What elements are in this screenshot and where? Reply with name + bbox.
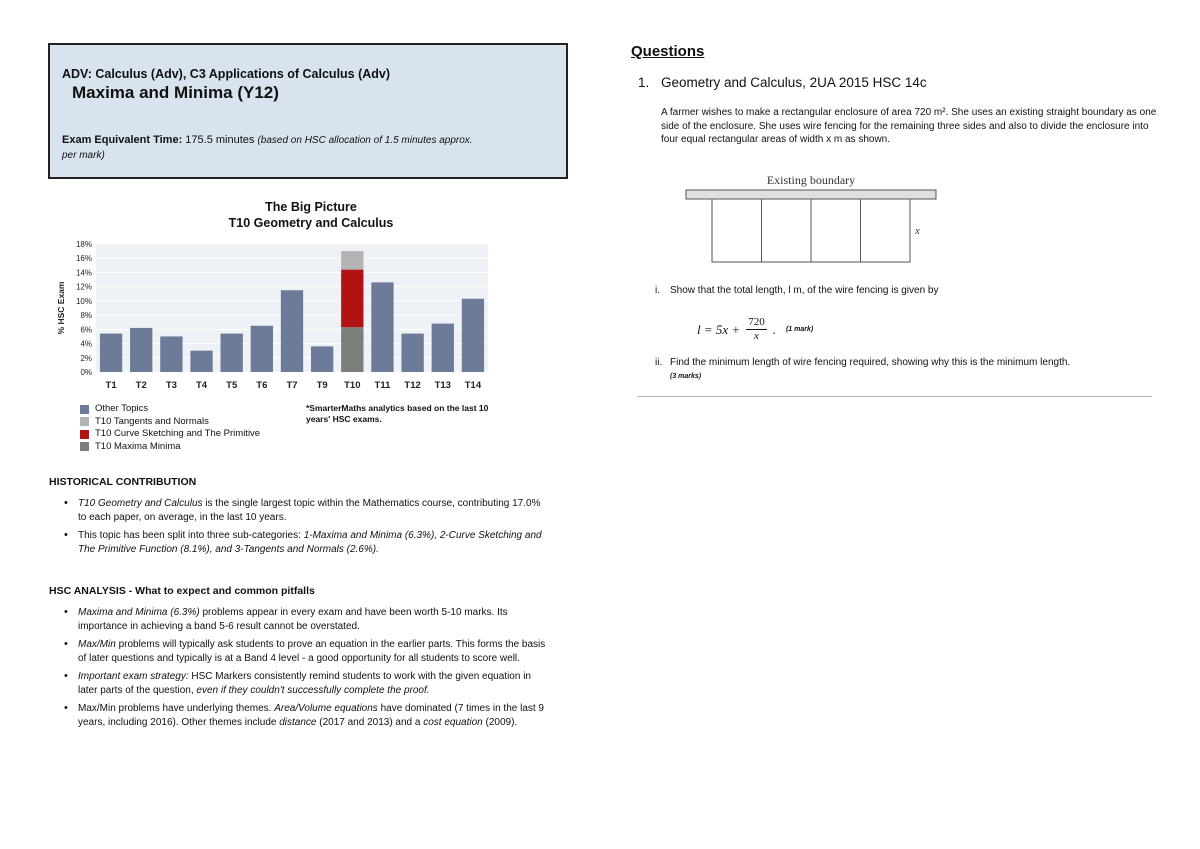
y-tick-label: 10%: [75, 296, 92, 306]
exam-time-value: 175.5 minutes: [182, 134, 258, 146]
x-tick-label: T11: [374, 380, 391, 391]
analysis-b3-em2: even if they couldn't successfully complete the proof.: [196, 684, 430, 696]
x-tick-label: T6: [256, 380, 268, 391]
analysis-b4-em3: cost equation: [423, 716, 483, 728]
analysis-b2-text: problems will typically ask students to prove an equation in the earlier parts. This forms the basis of later questions and typically is at a Band 4 level - a good opportunity for all students to score well.: [78, 639, 546, 664]
x-tick-label: T4: [195, 380, 208, 391]
legend-item: [80, 416, 260, 429]
analysis-b1-text: problems appear in every exam and have been worth 5-10 marks. Its importance in achieving a band 5-6 result cannot be overstated.: [78, 607, 508, 632]
analysis-b4-text2: have dominated (7 times in the last 9 years, including 2016). Other themes include: [78, 703, 544, 728]
bar-T4-other-topics: [190, 351, 212, 372]
questions-heading: Questions: [631, 43, 705, 60]
exam-time-note: (based on HSC allocation of 1.5 minutes approx. per mark): [62, 135, 473, 161]
analysis-bullet-2: [78, 638, 548, 665]
legend-label: T10 Tangents and Normals: [95, 415, 209, 427]
legend-item: [80, 441, 260, 454]
x-tick-label: T1: [105, 380, 117, 391]
formula-numerator: 720: [748, 316, 765, 328]
chart-subtitle: T10 Geometry and Calculus: [228, 216, 394, 230]
fence-length-formula: [697, 316, 813, 343]
legend-swatch: [80, 442, 89, 451]
bar-chart: [52, 236, 492, 396]
legend-swatch: [80, 417, 89, 426]
y-tick-label: 14%: [75, 268, 92, 278]
subquestion-1-number: i.: [655, 285, 660, 296]
analysis-b4-em1: Area/Volume equations: [274, 703, 378, 714]
analysis-b3-text: HSC Markers consistently remind students to work with the given equation in later parts of the question,: [78, 671, 531, 696]
question-divider: [637, 396, 1152, 397]
bar-T12-other-topics: [401, 334, 423, 372]
bar-T13-other-topics: [432, 324, 454, 372]
x-tick-label: T2: [135, 380, 147, 391]
analysis-b2-em: Max/Min: [78, 639, 116, 650]
historical-b2-text: This topic has been split into three sub-categories:: [78, 530, 304, 541]
legend-item: [80, 428, 260, 441]
y-tick-label: 16%: [75, 254, 92, 264]
legend-label: T10 Maxima Minima: [95, 440, 181, 452]
analysis-b1-em: Maxima and Minima (6.3%): [78, 607, 200, 618]
legend-label: Other Topics: [95, 403, 149, 414]
x-tick-label: T10: [344, 380, 361, 391]
x-tick-label: T9: [316, 380, 328, 391]
bar-T5-other-topics: [221, 334, 243, 372]
subquestion-2-number: ii.: [655, 357, 663, 368]
analysis-b4-em2: distance: [279, 716, 317, 728]
x-tick-label: T12: [404, 380, 421, 391]
legend-label: T10 Curve Sketching and The Primitive: [95, 428, 261, 439]
y-tick-label: 4%: [80, 339, 92, 349]
analysis-bullet-1: [78, 606, 548, 633]
historical-b2-em: 1-Maxima and Minima (6.3%), 2-Curve Sketching and The Primitive Function (8.1%), and 3-Tangents and Normals (2.6%).: [78, 530, 542, 555]
x-tick-label: T7: [286, 380, 298, 391]
formula-fraction: [746, 316, 767, 343]
analysis-b4-text1: Max/Min problems have underlying themes.: [78, 703, 275, 714]
x-tick-label: T14: [464, 380, 482, 391]
question-title: Geometry and Calculus, 2UA 2015 HSC 14c: [661, 75, 927, 90]
bar-T9-other-topics: [311, 346, 333, 372]
legend-item: [80, 403, 260, 416]
bar-T11-other-topics: [371, 282, 393, 372]
fence-diagram: [684, 170, 944, 270]
chart-title: The Big Picture: [265, 200, 357, 214]
chart-legend: [80, 403, 260, 453]
y-tick-label: 0%: [80, 368, 92, 377]
analysis-section: [50, 606, 548, 734]
subquestion-1-text: Show that the total length, l m, of the wire fencing is given by: [670, 285, 939, 296]
bar-T2-other-topics: [130, 328, 152, 372]
subquestion-2-marks: (3 marks): [670, 373, 702, 380]
exam-time: [62, 133, 482, 163]
boundary-label: Existing boundary: [766, 173, 856, 187]
analysis-bullet-4: [78, 702, 548, 729]
exam-time-label: Exam Equivalent Time:: [62, 134, 183, 146]
x-tick-label: T3: [165, 380, 177, 391]
bar-T14-other-topics: [462, 299, 484, 372]
analysis-heading: HSC ANALYSIS - What to expect and common pitfalls: [49, 585, 315, 597]
bar-T7-other-topics: [281, 290, 303, 372]
historical-b1-em: T10 Geometry and Calculus: [78, 498, 203, 509]
y-tick-label: 8%: [80, 311, 92, 321]
existing-boundary: [686, 190, 936, 199]
historical-heading: HISTORICAL CONTRIBUTION: [49, 476, 197, 488]
formula-tail: .: [772, 321, 776, 337]
bar-T10-t10-tangents-and-normals: [341, 251, 363, 269]
formula-denominator: x: [753, 330, 759, 342]
question-text: A farmer wishes to make a rectangular enclosure of area 720 m². She uses an existing straight boundary as one side of the enclosure. She uses wire fencing for the remaining three sides and also to divide the enclosure into four equal rectangular areas of width x m as shown.: [661, 107, 1157, 145]
y-tick-label: 2%: [80, 353, 92, 363]
legend-swatch: [80, 405, 89, 414]
y-axis-title: % HSC Exam: [56, 281, 66, 335]
analysis-b3-em: Important exam strategy:: [78, 671, 189, 682]
analysis-bullet-3: [78, 670, 548, 697]
subquestion-2-text: Find the minimum length of wire fencing required, showing why this is the minimum length.: [670, 357, 1071, 368]
analysis-b4-text4: (2009).: [482, 716, 518, 728]
bar-T10-t10-curve-sketching-and-the-primitive: [341, 270, 363, 328]
question-number: 1.: [638, 75, 650, 90]
x-tick-label: T5: [226, 380, 238, 391]
y-tick-label: 12%: [75, 282, 92, 292]
course-line: ADV: Calculus (Adv), C3 Applications of Calculus (Adv): [62, 67, 391, 81]
historical-bullet-2: [78, 529, 548, 556]
historical-b1-text: is the single largest topic within the Mathematics course, contributing 17.0% to each paper, on average, in the last 10 years.: [78, 498, 541, 523]
formula-lhs: l = 5x +: [697, 321, 741, 337]
bar-T10-t10-maxima-minima: [341, 327, 363, 372]
topic-title: Maxima and Minima (Y12): [72, 83, 279, 102]
topic-header-box: [48, 43, 568, 179]
bar-T3-other-topics: [160, 336, 182, 372]
bar-T6-other-topics: [251, 326, 273, 372]
historical-bullet-1: [78, 497, 548, 524]
chart-footnote: *SmarterMaths analytics based on the last 10 years' HSC exams.: [306, 403, 489, 424]
width-variable-label: x: [915, 225, 920, 237]
y-tick-label: 6%: [80, 325, 92, 335]
legend-swatch: [80, 430, 89, 439]
subquestion-1-marks: (1 mark): [785, 326, 814, 333]
x-tick-label: T13: [434, 380, 451, 391]
y-tick-label: 18%: [75, 240, 92, 249]
bar-T1-other-topics: [100, 334, 122, 372]
historical-section: [50, 497, 548, 561]
analysis-b4-text3: (2017 and 2013) and a: [316, 716, 424, 728]
